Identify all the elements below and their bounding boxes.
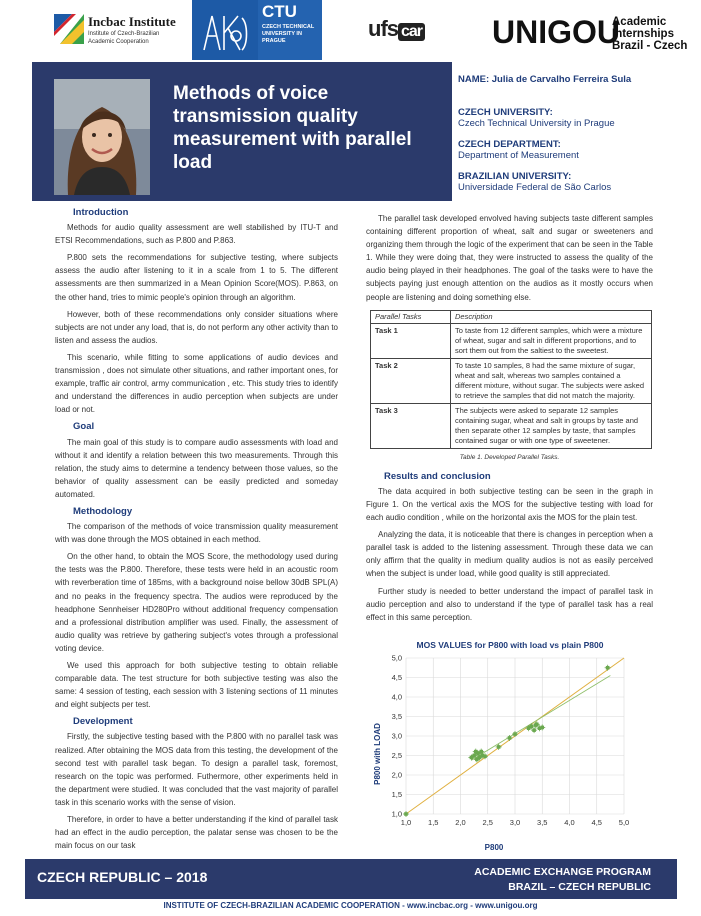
incbac-logo [54,12,174,52]
introduction-heading: Introduction [73,207,129,218]
incbac-line2: Academic Cooperation [88,39,149,45]
ctu-logo [192,0,322,60]
footer-bar [25,859,677,899]
table-header: Parallel Tasks [371,310,451,323]
unigou-line1: Academic [612,16,667,28]
chart-x-label: P800 [484,843,504,852]
y-tick-label: 3,0 [391,731,402,741]
methodology-paragraph: We used this approach for both subjective testing to obtain reliable comparable data. The test structure for both subjective testing was also the same: 4 session of testing, each session with 3 listening sections of 11 minutes and eight subjects per test. [55,661,338,710]
incbac-name: Incbac Institute [88,14,176,29]
task-name: Task 3 [371,403,451,448]
y-tick-label: 5,0 [391,653,402,663]
methodology-paragraph: On the other hand, to obtain the MOS Score, the methodology used during the tests was the P.800. Therefore, these tests were held in an acoustic room with reverberation time of 185ms, with a background noise bellow 30dB SPL(A) and no peaks in the frequency spectra. The audios were reproduced by the headphone Sennheiser HD280Pro without additional frequency compensation and a professional distribution amplifier was used. Finally, the assessment of audio quality was retrieve by gathering subject's votes through a professional voting device. [55,552,338,653]
unigou-name: UNIGOU [492,14,620,50]
trend-line [471,676,610,761]
chart-canvas [366,636,654,854]
table-row [371,358,652,403]
point-marker [606,666,610,670]
point-marker [534,723,538,727]
ctu-emblem-icon [198,6,252,56]
point-marker [508,736,512,740]
x-tick-label: 5,0 [618,818,630,827]
table-row [371,323,652,358]
y-tick-label: 1,0 [391,809,402,819]
development-paragraph: Firstly, the subjective testing based with the P.800 with no parallel task was realized. After obtaining the MOS data from this testing, the development of the second test with parallel task began. To design a parallel task, foremost, research on the topic was performed. Futhermore, other experiments held in the department were studied. It was concluded that the vast majority of parallel task in this scenario works with the sense of vision. [55,732,338,807]
point-marker [540,726,544,730]
goal-paragraph: The main goal of this study is to compare audio assessments with load and without it and identify a relation between this two measurements. Through this relation, the study aims to determine a tendency between those values, so the behavior of quality assessment can be easily predicted and someday automated. [55,437,338,499]
table-header: Description [451,310,652,323]
x-tick-label: 3,0 [509,818,521,827]
data-point [531,727,537,733]
author-photo [54,79,150,195]
logo-bar [0,0,701,62]
footer-websites: INSTITUTE OF CZECH-BRAZILIAN ACADEMIC COOPERATION - www.incbac.org - www.unigou.org [163,901,538,910]
chart-y-label: P800 with LOAD [373,723,382,785]
footer-countries: BRAZIL – CZECH REPUBLIC [508,881,651,893]
table-header-row [371,310,652,323]
czech-university-label: CZECH UNIVERSITY: [458,107,553,118]
methodology-heading: Methodology [73,505,133,517]
methodology-paragraph: The comparison of the methods of voice transmission quality measurement with was done through the MOS obtained in each method. [55,522,338,545]
author-name: NAME: Julia de Carvalho Ferreira Sula [458,74,632,85]
development-paragraph: Therefore, in order to have a better understanding if the kind of parallel task had an effect in the audio perception, the palatar sense was chosen to be the main focus on our task [55,815,338,851]
task-name: Task 2 [371,358,451,403]
point-marker [404,812,408,816]
y-tick-label: 4,0 [391,692,402,702]
brazilian-university-label: BRAZILIAN UNIVERSITY: [458,171,572,182]
ufscar-logo [368,14,458,48]
y-tick-label: 4,5 [391,673,402,682]
brazilian-university: Universidade Federal de São Carlos [458,182,612,193]
title-banner [32,62,452,201]
czech-department: Department of Measurement [458,150,579,161]
author-info [458,74,688,203]
results-paragraph: Analyzing the data, it is noticeable that there is changes in perception when a parallel task is added to the listening assessment. Through these data we can only affirm that the quality in medium quality audios is not as easily perceived when the subject is under load, while good quality is still appreciated. [366,530,653,579]
introduction-paragraph: This scenario, while fitting to some applications of audio devices and transmission , does not simulate other situations, and rather important ones, for example, traffic air control, army communication , etc. This study tries to identify and understand the differences in audio perception when subjects are under load or not. [55,352,338,415]
development-heading: Development [73,716,133,728]
table-caption: Table 1. Developed Parallel Tasks. [459,453,560,461]
unigou-tagline [612,16,687,52]
x-tick-label: 1,0 [400,818,412,827]
parallel-tasks-table [370,310,652,449]
y-tick-label: 2,5 [391,751,402,760]
point-marker [530,724,534,728]
results-paragraph: Further study is needed to better understand the impact of parallel task in audio perception and also to understand if the type of parallel task has a real effect in this same perception. [366,586,653,622]
footer-country-year: CZECH REPUBLIC – 2018 [37,869,208,885]
x-tick-label: 2,0 [455,818,466,827]
task-description: To taste 10 samples, 8 had the same mixture of sugar, wheat and salt, whereas two samples contained a different mixture, without sugar. The subjects were asked to retrieve the samples that did not match the majority. [451,358,652,403]
ctu-subtitle: CZECH TECHNICAL UNIVERSITY IN PRAGUE [262,24,315,44]
footer-program: ACADEMIC EXCHANGE PROGRAM [474,866,651,878]
introduction-paragraph: P.800 sets the recommendations for subjective testing, where subjects assess the audio after listening to it in a scale from 1 to 5. The different assessments are then summarized in a Mean Opinion Score(MOS). P.863, on the other hand, tries to mimic people's opinion through an algorithm. [55,253,338,302]
point-marker [497,745,501,749]
ufscar-suffix: car [398,23,425,41]
point-marker [479,750,483,754]
x-tick-label: 2,5 [482,818,493,827]
poster-title: Methods of voice transmission quality measurement with parallel load [173,83,412,173]
incbac-line1: Institute of Czech-Brazilian [88,31,160,37]
ctu-name: CTU [262,2,297,21]
incbac-flag-icon [54,14,84,44]
x-tick-label: 1,5 [428,818,439,827]
point-marker [532,728,536,732]
introduction-paragraph: However, both of these recommendations only consider situations where subjects are not under any load, that is, do not perform any other activity than to listen and assess the audios. [55,309,338,345]
unigou-logo [492,14,692,54]
results-heading: Results and conclusion [384,470,491,482]
unigou-line2: Internships [612,28,674,40]
x-tick-label: 4,5 [591,818,602,827]
results-paragraph: The data acquired in both subjective testing can be seen in the graph in Figure 1. On the vertical axis the MOS for the subjective testing with load for each audio condition , while on the horizontal axis the MOS for the plain test. [366,486,653,523]
left-column [55,204,338,856]
unigou-line3: Brazil - Czech [612,40,688,52]
czech-university: Czech Technical University in Prague [458,118,615,129]
task-description: To taste from 12 different samples, which were a mixture of wheat, sugar and salt in different proportions, and to sort them out from the saltiest to the sweetest. [451,323,652,358]
x-tick-label: 3,5 [537,818,548,827]
y-tick-label: 1,5 [391,790,402,799]
right-column [366,212,653,628]
ufscar-prefix: ufs [368,16,398,41]
task-name: Task 1 [371,323,451,358]
point-marker [513,732,517,736]
chart-title: MOS VALUES for P800 with load vs plain P800 [416,640,604,650]
parallel-task-paragraph: The parallel task developed envolved having subjects taste different samples containing different proportion of wheat, salt and sugar or sweeteners and organizing them through the logic of the experiment that can be seen in the Table 1. While they were doing that, they were instructed to assess the quality of the audio being played in their headphones. The goal of the tasks were to have the subjects paying just enough attention on the audios as it mostly occurs when people are listening and doing something else. [366,214,653,302]
goal-heading: Goal [73,421,95,433]
data-point [605,665,611,671]
introduction-paragraph: Methods for audio quality assessment are well stabilished by ITU-T and ETSI Recommendations, such as P.800 and P.863. [55,223,338,246]
y-tick-label: 2,0 [391,770,402,780]
mos-scatter-chart [366,636,654,854]
ufscar-wordmark [368,16,425,42]
point-marker [483,754,487,758]
czech-department-label: CZECH DEPARTMENT: [458,139,561,150]
y-tick-label: 3,5 [391,712,402,721]
point-marker [474,750,478,754]
task-description: The subjects were asked to separate 12 samples containing sugar, wheat and salt in groups by taste and then separate other 12 samples by taste, that samples contained sugar or with one type of sweetener. [451,403,652,448]
table-row [371,403,652,448]
x-tick-label: 4,0 [564,818,575,827]
